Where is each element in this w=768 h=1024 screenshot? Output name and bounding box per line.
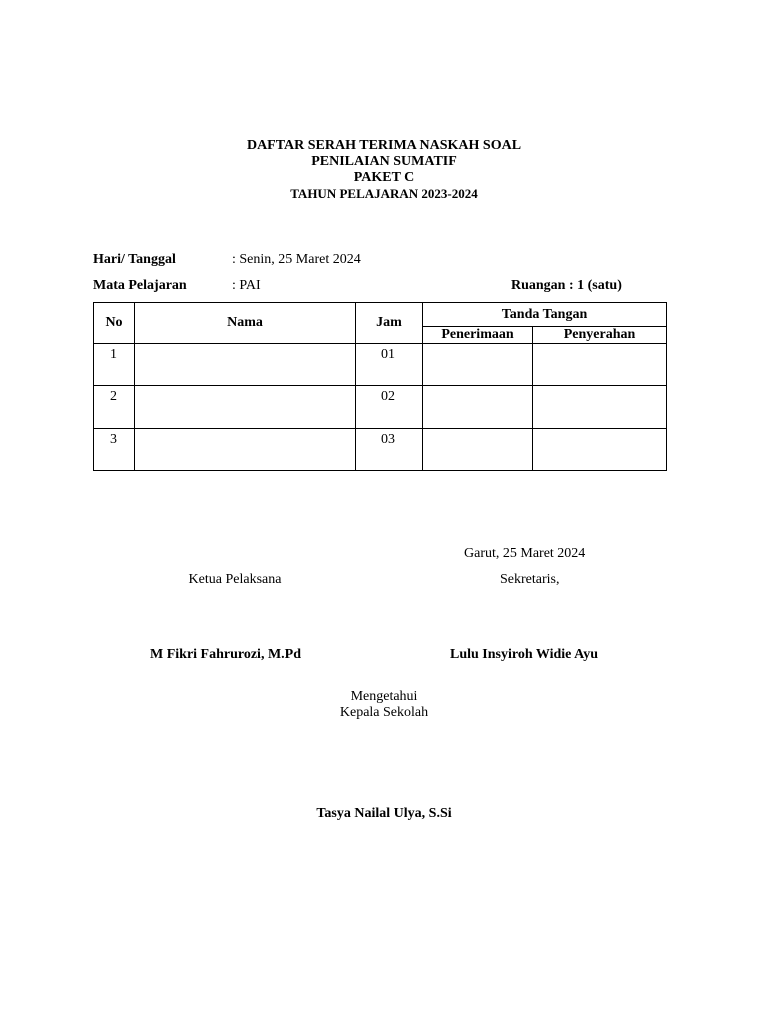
room-text: Ruangan : 1 (satu)	[511, 278, 622, 293]
right-role: Sekretaris,	[500, 572, 560, 587]
title-line-4: TAHUN PELAJARAN 2023-2024	[290, 186, 478, 201]
acknowledge-line-2: Kepala Sekolah	[339, 705, 429, 720]
right-signer-name: Lulu Insyiroh Widie Ayu	[450, 647, 598, 662]
table-row	[94, 429, 667, 471]
title-line-3: PAKET C	[353, 170, 415, 185]
table-header-row	[94, 303, 667, 327]
header-no: No	[94, 303, 135, 344]
row-penyerahan-cell	[533, 344, 667, 386]
header-nama: Nama	[135, 303, 356, 344]
row-jam: 03	[356, 429, 423, 471]
row-jam: 01	[356, 344, 423, 386]
day-value: : Senin, 25 Maret 2024	[232, 252, 361, 267]
subject-value: : PAI	[232, 278, 261, 293]
row-no: 1	[94, 344, 135, 386]
row-penyerahan-cell	[533, 386, 667, 429]
day-label: Hari/ Tanggal	[93, 252, 176, 267]
document-title	[0, 138, 768, 202]
row-jam: 02	[356, 386, 423, 429]
row-penerimaan-cell	[423, 386, 533, 429]
header-penerimaan: Penerimaan	[423, 327, 533, 344]
header-tanda-tangan: Tanda Tangan	[423, 303, 667, 327]
row-no: 3	[94, 429, 135, 471]
place-date: Garut, 25 Maret 2024	[464, 546, 586, 561]
row-penerimaan-cell	[423, 344, 533, 386]
handover-table	[93, 302, 667, 471]
principal-name: Tasya Nailal Ulya, S.Si	[316, 806, 452, 821]
acknowledge-line-1: Mengetahui	[350, 689, 418, 704]
left-role: Ketua Pelaksana	[188, 572, 282, 587]
row-nama	[135, 386, 356, 429]
subject-label: Mata Pelajaran	[93, 278, 187, 293]
left-signer-name: M Fikri Fahrurozi, M.Pd	[150, 647, 301, 662]
row-no: 2	[94, 386, 135, 429]
row-penerimaan-cell	[423, 429, 533, 471]
table-row	[94, 344, 667, 386]
title-line-2: PENILAIAN SUMATIF	[311, 154, 457, 169]
row-nama	[135, 429, 356, 471]
title-line-1: DAFTAR SERAH TERIMA NASKAH SOAL	[246, 138, 522, 153]
header-jam: Jam	[356, 303, 423, 344]
row-penyerahan-cell	[533, 429, 667, 471]
header-penyerahan: Penyerahan	[533, 327, 667, 344]
row-nama	[135, 344, 356, 386]
table-row	[94, 386, 667, 429]
